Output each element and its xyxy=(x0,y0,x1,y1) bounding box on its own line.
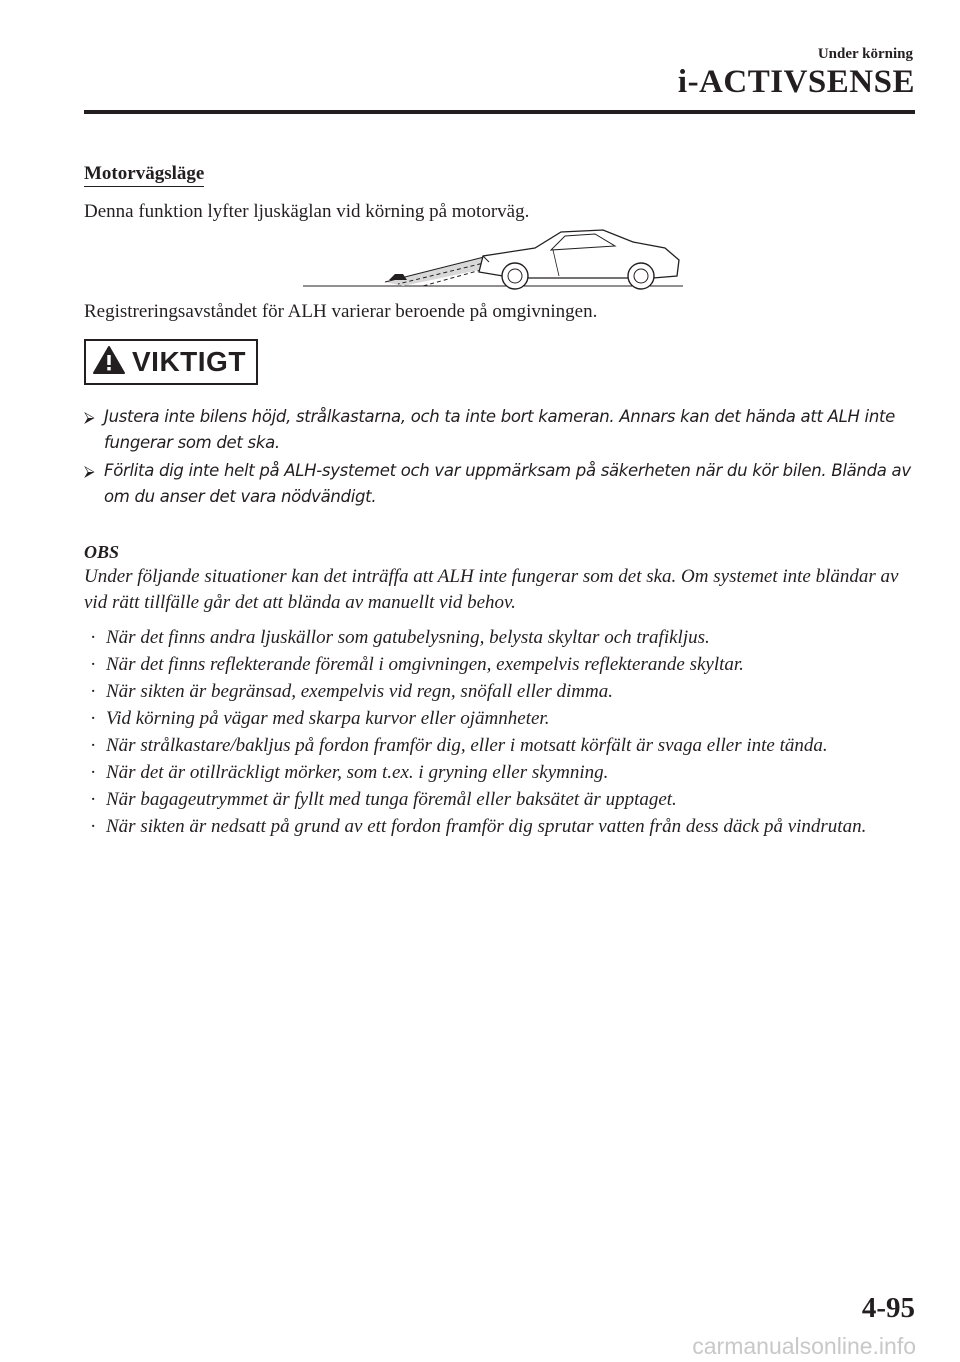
list-item: · Vid körning på vägar med skarpa kurvor eller ojämnheter. xyxy=(84,705,924,732)
bullet-dot-icon: · xyxy=(90,816,97,837)
bullet-dot-icon: · xyxy=(90,654,97,675)
chapter-subtitle: Under körning xyxy=(817,46,913,62)
warning-triangle-icon xyxy=(92,345,126,380)
bullet-dot-icon: · xyxy=(90,762,97,783)
list-item: · När det är otillräckligt mörker, som t.ex. i gryning eller skymning. xyxy=(84,759,924,786)
arrow-bullet-icon: ⮚ xyxy=(84,462,95,480)
warning-item: ⮚ Justera inte bilens höjd, strålkastarna, och ta inte bort kameran. Annars kan det hända att ALH inte fungerar som det ska. xyxy=(84,404,924,456)
bullet-dot-icon: · xyxy=(90,627,97,648)
chapter-title: i-ACTIVSENSE xyxy=(677,64,915,100)
watermark: carmanualsonline.info xyxy=(692,1333,916,1359)
bullet-dot-icon: · xyxy=(90,681,97,702)
bullet-dot-icon: · xyxy=(90,735,97,756)
warning-list xyxy=(84,404,924,512)
warning-label: VIKTIGT xyxy=(132,346,246,377)
section-title: Motorvägsläge xyxy=(84,163,204,187)
list-item: · När det finns reflekterande föremål i omgivningen, exempelvis reflekterande skyltar. xyxy=(84,651,924,678)
arrow-bullet-icon: ⮚ xyxy=(84,408,95,426)
section-note: Registreringsavståndet för ALH varierar beroende på omgivningen. xyxy=(84,301,598,322)
section-intro: Denna funktion lyfter ljuskäglan vid körning på motorväg. xyxy=(84,201,530,222)
warning-badge xyxy=(84,339,258,385)
page-number: 4-95 xyxy=(861,1292,915,1324)
list-item: · När bagageutrymmet är fyllt med tunga föremål eller baksätet är upptaget. xyxy=(84,786,924,813)
warning-item: ⮚ Förlita dig inte helt på ALH-systemet och var uppmärksam på säkerheten när du kör bilen. Blända av om du anser det vara nödvändigt. xyxy=(84,458,924,510)
list-item: · När sikten är nedsatt på grund av ett fordon framför dig sprutar vatten från dess däck på vindrutan. xyxy=(84,813,924,840)
obs-title: OBS xyxy=(84,542,120,562)
bullet-dot-icon: · xyxy=(90,789,97,810)
obs-list xyxy=(84,624,924,840)
list-item: · När sikten är begränsad, exempelvis vid regn, snöfall eller dimma. xyxy=(84,678,924,705)
list-item: · När det finns andra ljuskällor som gatubelysning, belysta skyltar och trafikljus. xyxy=(84,624,924,651)
car-headlight-beam-illustration xyxy=(303,226,683,297)
header-rule xyxy=(84,110,915,114)
list-item: · När strålkastare/bakljus på fordon framför dig, eller i motsatt körfält är svaga eller inte tända. xyxy=(84,732,924,759)
obs-block xyxy=(84,540,924,840)
bullet-dot-icon: · xyxy=(90,708,97,729)
obs-intro: Under följande situationer kan det inträffa att ALH inte fungerar som det ska. Om systemet inte bländar av vid rätt tillfälle går det att blända av manuellt vid behov. xyxy=(84,566,899,613)
